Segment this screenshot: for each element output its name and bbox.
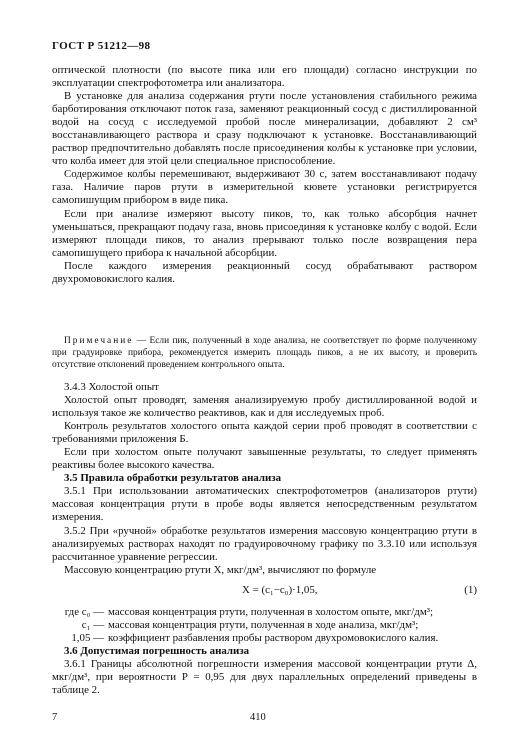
- formula: X = (c₁−c₀)·1,05,: [242, 583, 318, 596]
- paragraph: 3.5.1 При использовании автоматических спектрофотометров (анализаторов ртути) массовая концентрация ртути в пробе воды является непосредственным результатом измерения.: [52, 485, 477, 524]
- definition-text: коэффициент разбавления пробы раствором двухромовокислого калия.: [108, 631, 439, 644]
- definition-symbol: 1,05 —: [71, 631, 104, 644]
- paragraph: В установке для анализа содержания ртути после установления стабильного режима барботирования отключают поток газа, заменяют реакционный сосуд с дистиллированной водой на сосуд с исследуемой пробой после минерализации, добавляют 2 см³ восстанавливающего раствора и сразу подключают к установке. Восстанавливающий раствор предпочтительно добавлять после присоединения колбы к установке при условии, что колба имеет для этой цели специальное приспособление.: [52, 90, 477, 168]
- section-343-title: 3.4.3 Холостой опыт: [64, 381, 159, 393]
- definition-row: [52, 606, 477, 619]
- paragraph: Массовую концентрацию ртути X, мкг/дм³, вычисляют по формуле: [64, 563, 377, 576]
- paragraph: Контроль результатов холостого опыта каждой серии проб проводят в соответствии с требованиями приложения Б.: [52, 420, 477, 446]
- paragraph: Если при холостом опыте получают завышенные результаты, то следует применять реактивы более высокого качества.: [52, 446, 477, 472]
- section-35-title: 3.5 Правила обработки результатов анализа: [64, 472, 282, 485]
- paragraph: 3.5.2 При «ручной» обработке результатов измерения массовую концентрацию ртути в анализируемых растворах находят по градуировочному графику по 3.3.10 или используя рассчитанное уравнение регрессии.: [52, 524, 477, 563]
- definition-text: массовая концентрация ртути, полученная в ходе анализа, мкг/дм³;: [108, 618, 419, 631]
- paragraph: Содержимое колбы перемешивают, выдерживают 30 с, затем восстанавливают подачу газа. Наличие паров ртути в измерительной кювете установки регистрируется самопишущим прибором в виде пика.: [52, 168, 477, 207]
- formula-number: (1): [464, 583, 477, 596]
- definition-row: [52, 632, 477, 645]
- formula-definitions: [52, 606, 477, 645]
- paragraph: оптической плотности (по высоте пика или его площади) согласно инструкции по эксплуатации спектрофотометра или анализатора.: [52, 64, 477, 90]
- paragraph: 3.6.1 Границы абсолютной погрешности измерения массовой концентрации ртути Δ, мкг/дм³, при вероятности P = 0,95 для двух параллельных определений приведены в таблице 2.: [52, 657, 477, 696]
- note-paragraph: [52, 336, 477, 371]
- page-number-left: 7: [52, 712, 58, 723]
- definition-text: массовая концентрация ртути, полученная в холостом опыте, мкг/дм³;: [108, 605, 434, 618]
- body-text-top: [52, 64, 477, 286]
- note-text: — Если пик, полученный в ходе анализа, не соответствует по форме полученному при градуировке прибора, рекомендуется измерить площадь пиков, а не их высоту, и проверить отсутствие отклонений проведением контрольного опыта.: [52, 336, 478, 370]
- page-header-title: ГОСТ Р 51212—98: [52, 40, 151, 52]
- formula-row: [52, 584, 477, 599]
- section-36-title: 3.6 Допустимая погрешность анализа: [64, 644, 250, 657]
- note-block: [52, 336, 477, 371]
- definition-symbol: c₁ —: [81, 618, 104, 631]
- page-number-center: 410: [250, 712, 266, 723]
- body-text-main: [52, 381, 477, 697]
- note-label: Примечание: [64, 336, 134, 346]
- paragraph: После каждого измерения реакционный сосуд обрабатывают раствором двухромовокислого калия.: [52, 259, 477, 285]
- paragraph: Холостой опыт проводят, заменяя анализируемую пробу дистиллированной водой и используя такое же количество реактивов, как и для исследуемых проб.: [52, 394, 477, 420]
- definition-symbol: где c₀ —: [64, 605, 104, 618]
- paragraph: Если при анализе измеряют высоту пиков, то, как только абсорбция начнет уменьшаться, прекращают подачу газа, вновь присоединяя к установке колбу с водой. Если измеряют площади пиков, то анализ прерывают только после возвращения пера самопишущего прибора к начальной абсорбции.: [52, 207, 477, 259]
- definition-row: [52, 619, 477, 632]
